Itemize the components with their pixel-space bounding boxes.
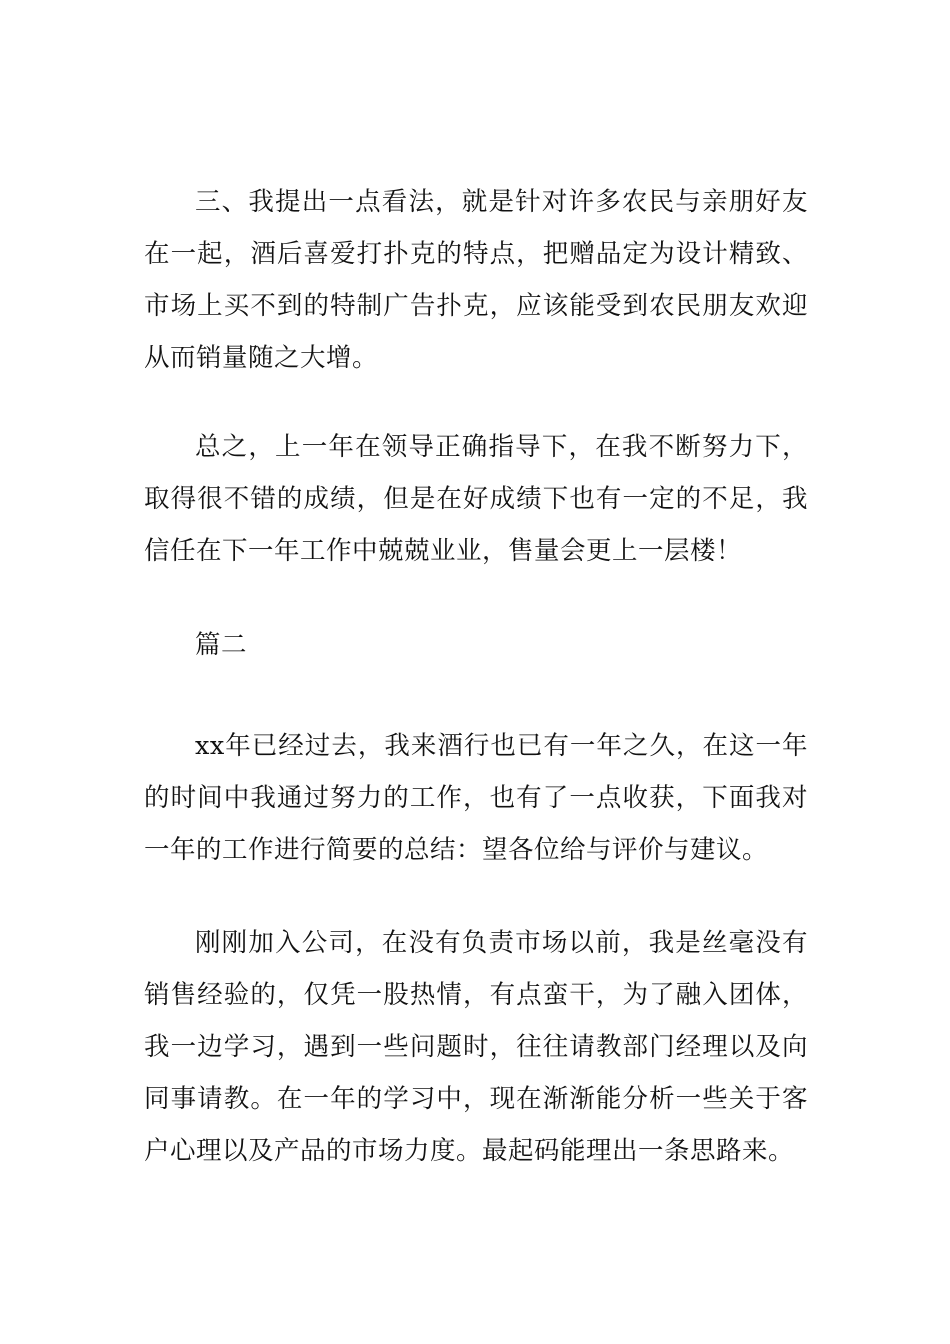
paragraph-experience: 刚刚加入公司，在没有负责市场以前，我是丝毫没有销售经验的，仅凭一股热情，有点蛮干，为了融入团体，我一边学习，遇到一些问题时，往往请教部门经理以及向同事请教。在一年的学习中，现在渐渐能分析一些关于客户心理以及产品的市场力度。最起码能理出一条思路来。	[144, 928, 808, 1166]
paragraph-conclusion: 总之，上一年在领导正确指导下，在我不断努力下，取得很不错的成绩，但是在好成绩下也有一定的不足，我信任在下一年工作中兢兢业业，售量会更上一层楼！	[144, 432, 808, 566]
section-heading: 篇二	[195, 630, 248, 660]
paragraph-suggestion: 三、我提出一点看法，就是针对许多农民与亲朋好友在一起，酒后喜爱打扑克的特点，把赠品定为设计精致、市场上买不到的特制广告扑克，应该能受到农民朋友欢迎从而销量随之大增。	[144, 187, 808, 373]
paragraph-intro: xx年已经过去，我来酒行也已有一年之久，在这一年的时间中我通过努力的工作，也有了一点收获，下面我对一年的工作进行简要的总结：望各位给与评价与建议。	[144, 731, 808, 865]
